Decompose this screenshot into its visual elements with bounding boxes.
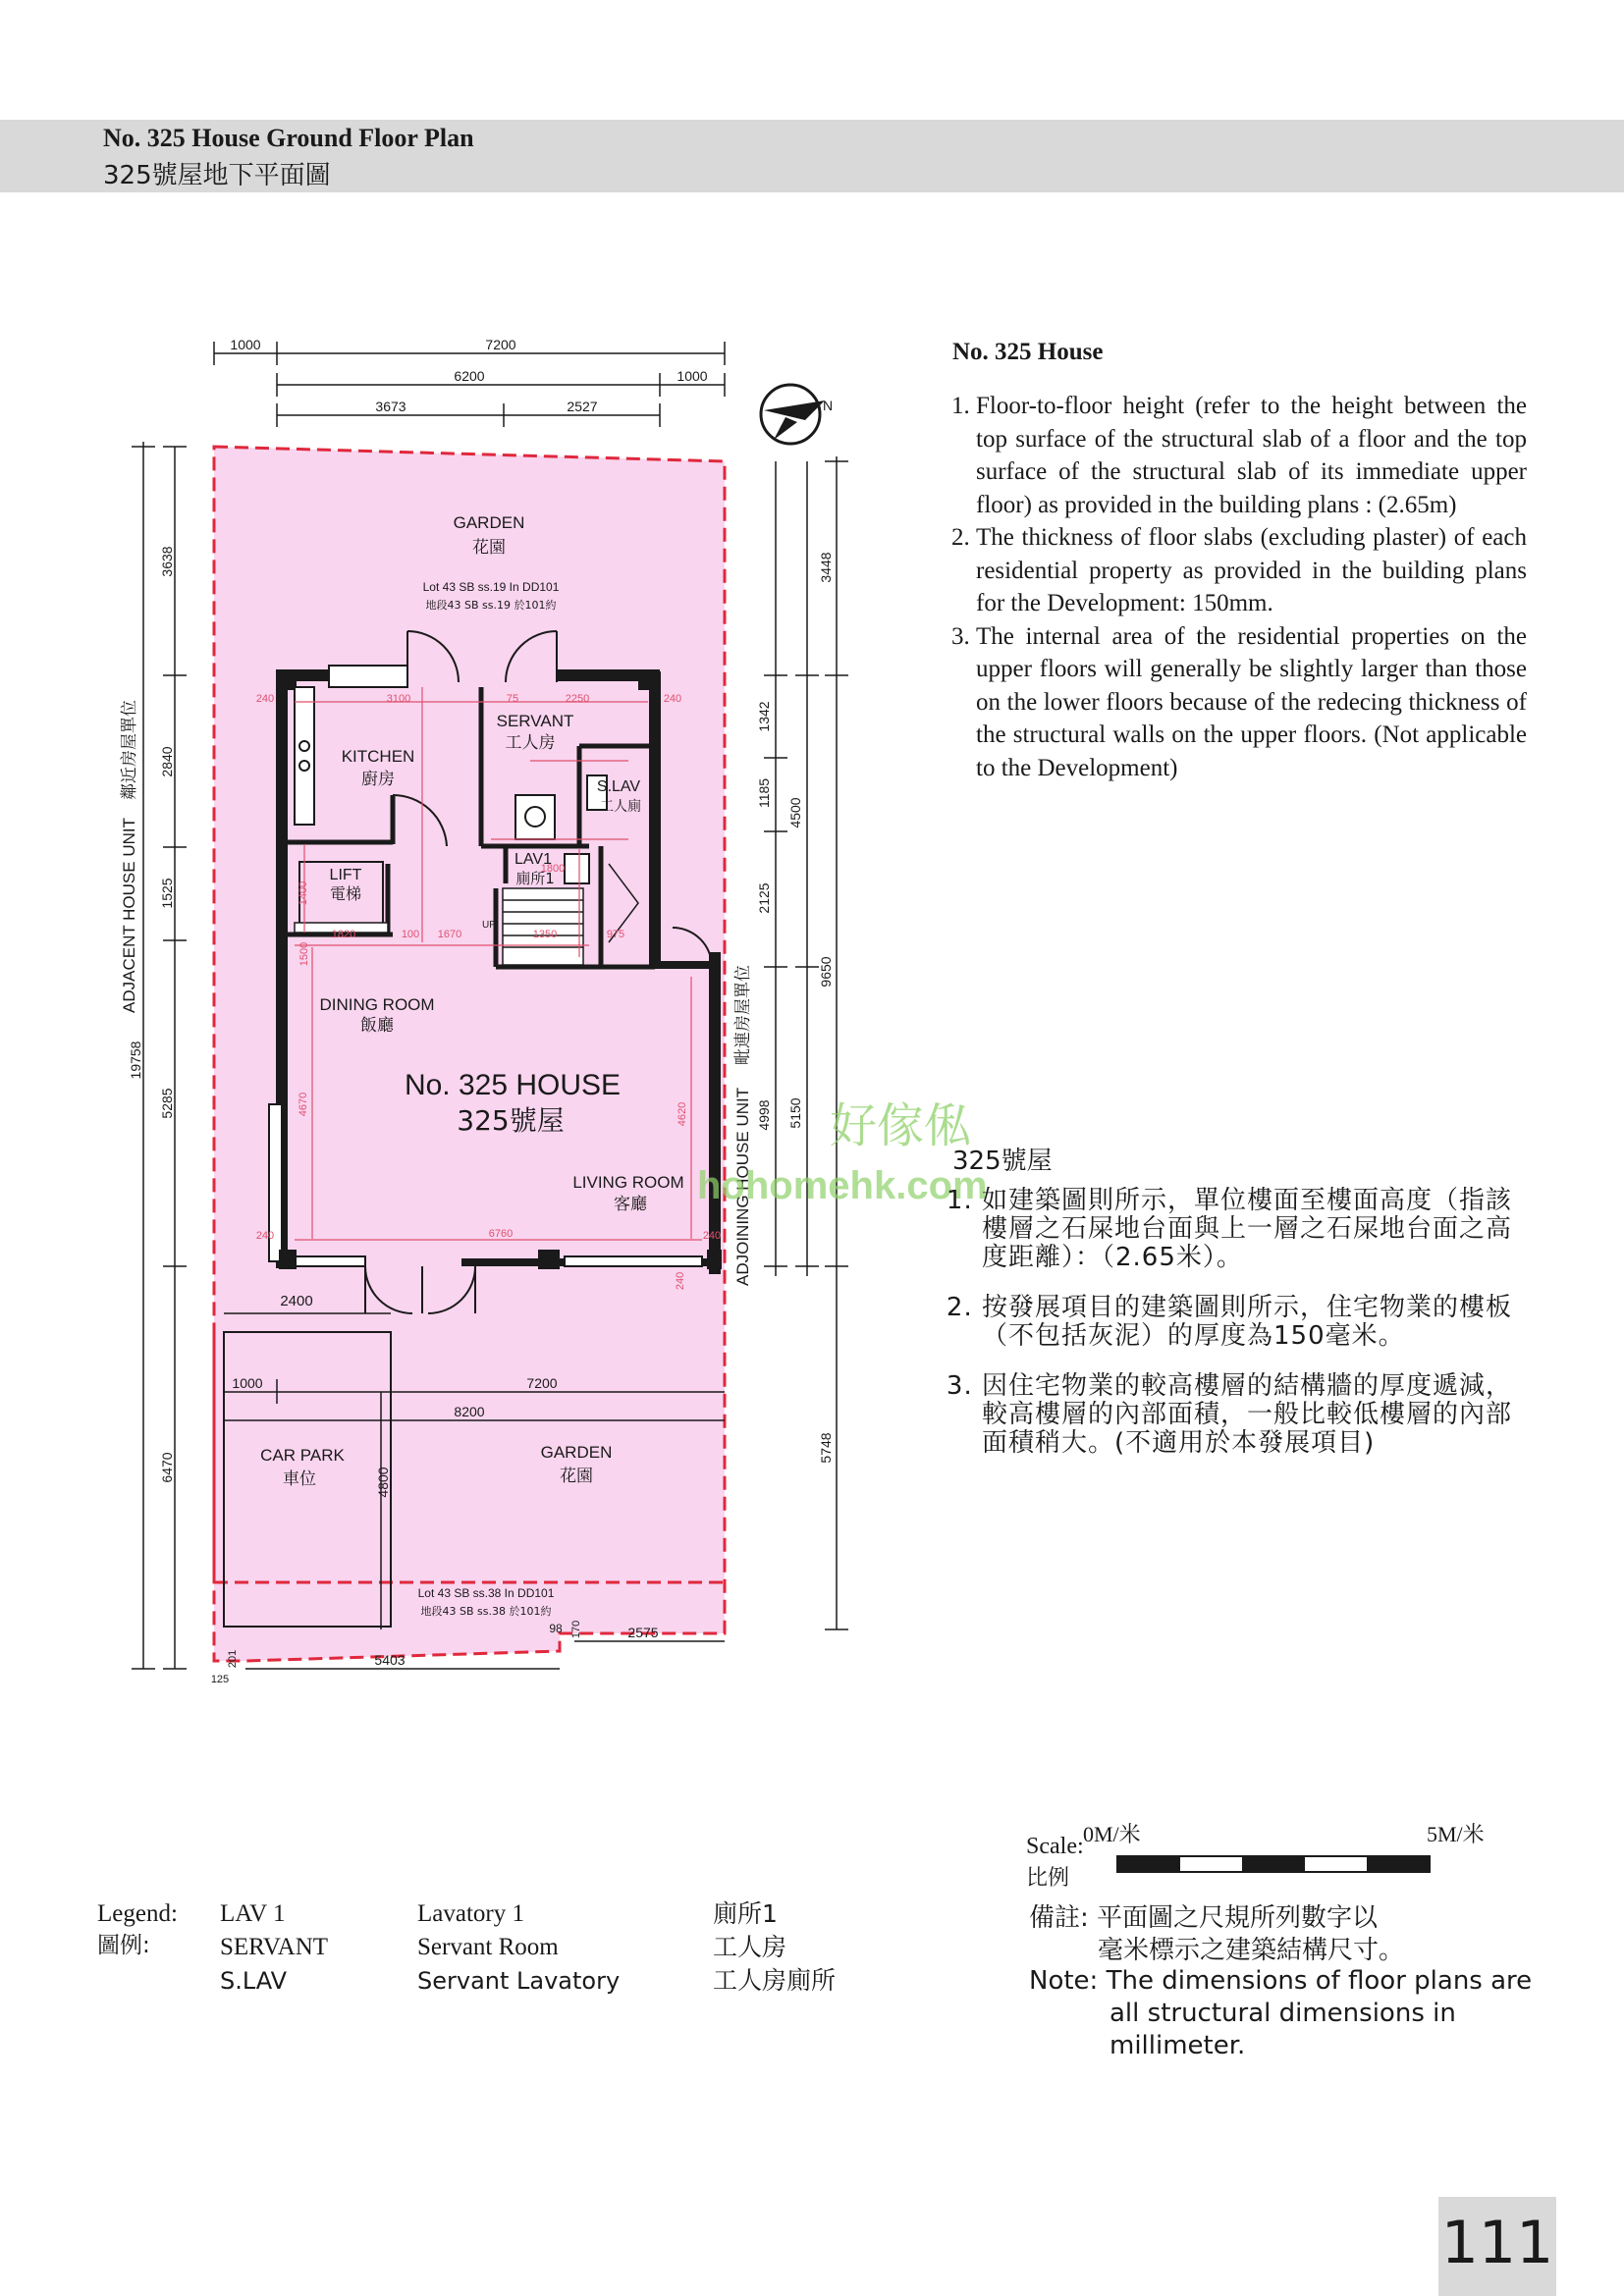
notes-en-item: 1. Floor-to-floor height (refer to the height between the top surface of the structural slab of a floor and the top surface of the structural slab of its immediate upper floor) as provided in the building plans : (2.65m): [976, 390, 1527, 521]
idim-975: 975: [606, 929, 625, 940]
dim-2400: 2400: [280, 1293, 313, 1309]
idim-1350: 1350: [532, 929, 558, 940]
dim-98: 98: [549, 1622, 563, 1635]
kitchen-label: KITCHEN: [341, 747, 415, 766]
dim-left-6470: 6470: [159, 1452, 175, 1483]
house-label-zh: 325號屋: [457, 1104, 565, 1137]
kitchen-label-zh: 廚房: [361, 770, 395, 789]
carpark-label-zh: 車位: [283, 1469, 316, 1489]
dim-201: 201: [227, 1649, 239, 1669]
legend-en: Lavatory 1: [417, 1900, 524, 1927]
svg-text:N: N: [823, 398, 834, 413]
scale-bar: [1026, 1818, 1527, 1891]
notes-en-title: No. 325 House: [952, 339, 1104, 365]
idim-2250: 2250: [565, 693, 590, 705]
dim-125: 125: [210, 1674, 230, 1685]
legend-zh: 工人房廁所: [713, 1966, 837, 1995]
adjoining-unit-label-zh: 毗連房屋單位: [733, 965, 753, 1065]
dim-7200: 7200: [526, 1375, 558, 1391]
notes-en-item: 3. The internal area of the residential properties on the upper floors will generally be slightly larger than those on the lower floors because of the redecing thickness of the structural walls on the upper floors. (Not applicable to the Development): [976, 620, 1527, 785]
legend-code: S.LAV: [220, 1967, 288, 1995]
notes-en-item: 2. The thickness of floor slabs (excluding plaster) of each residential property as provided in the building plans for the Development: 150mm.: [976, 521, 1527, 620]
idim-4620: 4620: [677, 1101, 688, 1127]
slav-label-zh: 工人廁: [600, 799, 641, 815]
remark-en-line1: The dimensions of floor plans are: [1106, 1966, 1533, 1996]
dim-left-19758: 19758: [128, 1041, 143, 1080]
kitchen-counter: [295, 687, 314, 825]
north-arrow-icon: [761, 385, 833, 444]
up-mark: UP: [482, 920, 496, 931]
dim-top-7200: 7200: [485, 337, 516, 352]
adjacent-unit-label-zh: 鄰近房屋單位: [120, 700, 139, 800]
dim-left-5285: 5285: [159, 1088, 175, 1119]
dim-left-2840: 2840: [159, 746, 175, 777]
watermark: [668, 1088, 988, 1215]
scale-end: 5M/米: [1427, 1822, 1485, 1846]
lav1-label-zh: 廁所1: [515, 870, 555, 887]
lav1-label: LAV1: [514, 851, 552, 868]
idim-1800: 1800: [540, 863, 566, 875]
legend-zh: 廁所1: [713, 1899, 778, 1928]
legend-label-zh: 圖例:: [97, 1933, 150, 1958]
scale-label-en: Scale:: [1026, 1834, 1084, 1859]
dim-top-3673: 3673: [375, 399, 406, 414]
legend-en: Servant Room: [417, 1934, 559, 1960]
idim-4670: 4670: [298, 1092, 309, 1117]
servant-fixture: [515, 795, 555, 839]
dining-label-zh: 飯廳: [360, 1016, 394, 1036]
carpark-label: CAR PARK: [260, 1446, 345, 1465]
idim-240-b: 240: [663, 693, 682, 705]
legend-code: SERVANT: [220, 1934, 329, 1960]
idim-1820: 1820: [331, 929, 356, 940]
legend-code: LAV 1: [220, 1900, 286, 1927]
idim-240-c: 240: [255, 1230, 275, 1242]
adjoining-unit-label: ADJOINING HOUSE UNIT: [733, 1087, 752, 1286]
scale-label-zh: 比例: [1026, 1866, 1070, 1891]
dining-label: DINING ROOM: [319, 995, 435, 1014]
idim-1400: 1400: [298, 881, 309, 906]
adjacent-unit-label: ADJACENT HOUSE UNIT: [120, 818, 138, 1013]
idim-100: 100: [401, 929, 420, 940]
legend-en: Servant Lavatory: [417, 1967, 621, 1995]
dim-right-4998: 4998: [756, 1099, 772, 1131]
dim-2575: 2575: [627, 1625, 659, 1640]
remark-zh-line2: 毫米標示之建築結構尺寸。: [1098, 1936, 1405, 1965]
idim-240-a: 240: [255, 693, 275, 705]
dim-left-1525: 1525: [159, 878, 175, 909]
window-bottom-right: [565, 1256, 702, 1266]
notes-zh-title: 325號屋: [952, 1147, 1053, 1176]
page-number: 111: [1438, 2197, 1556, 2296]
watermark-en: hohomehk.com: [697, 1164, 988, 1207]
idim-240-d: 240: [702, 1230, 722, 1242]
lift-label-zh: 電梯: [329, 884, 362, 903]
dim-5403: 5403: [374, 1652, 406, 1668]
lot-top-label: Lot 43 SB ss.19 In DD101: [422, 580, 560, 594]
living-label-zh: 客廳: [614, 1195, 647, 1214]
dim-right-9650: 9650: [818, 956, 834, 988]
remark-en-prefix: Note:: [1029, 1966, 1099, 1996]
dim-right-5748: 5748: [818, 1432, 834, 1464]
lot-bottom-label-zh: 地段43 SB ss.38 於101約: [420, 1605, 552, 1618]
dim-left-3638: 3638: [159, 546, 175, 577]
dim-top-6200: 6200: [454, 368, 485, 384]
garden-bottom-label: GARDEN: [540, 1443, 613, 1462]
watermark-zh: 好傢俬: [830, 1098, 972, 1153]
dim-right-5150: 5150: [787, 1097, 803, 1129]
remark-en-line2: all structural dimensions in: [1110, 1999, 1456, 2028]
page-title-en: No. 325 House Ground Floor Plan: [103, 124, 474, 152]
scale-start: 0M/米: [1083, 1822, 1141, 1846]
lot-top-label-zh: 地段43 SB ss.19 於101約: [425, 599, 557, 612]
lift-label: LIFT: [329, 867, 362, 883]
dim-8200: 8200: [454, 1404, 485, 1419]
remark-en-line3: millimeter.: [1110, 2031, 1246, 2060]
dim-right-4500: 4500: [787, 797, 803, 828]
dim-170: 170: [570, 1620, 582, 1639]
garden-top-label: GARDEN: [453, 513, 525, 532]
living-label: LIVING ROOM: [572, 1173, 684, 1192]
servant-label-zh: 工人房: [505, 733, 556, 753]
notes-en: [952, 339, 1527, 784]
lot-bottom-label: Lot 43 SB ss.38 In DD101: [417, 1586, 555, 1600]
remark-zh-line1: 平面圖之尺規所列數字以: [1097, 1903, 1379, 1933]
page-title-zh: 325號屋地下平面圖: [103, 161, 331, 190]
dim-top-1000b: 1000: [677, 368, 708, 384]
idim-6760: 6760: [488, 1228, 514, 1240]
dim-right-3448: 3448: [818, 552, 834, 583]
idim-240-e: 240: [675, 1271, 686, 1291]
dim-4800: 4800: [375, 1467, 391, 1498]
dim-right-1342: 1342: [756, 701, 772, 732]
legend-label-en: Legend:: [97, 1900, 178, 1927]
notes-zh-item: 3. 因住宅物業的較高樓層的結構牆的厚度遞減，較高樓層的內部面積，一般比較低樓層的內部面積稍大。(不適用於本發展項目): [982, 1372, 1527, 1458]
legend-zh: 工人房: [713, 1933, 787, 1961]
idim-1500: 1500: [298, 941, 310, 967]
house-label: No. 325 HOUSE: [404, 1069, 622, 1101]
garden-top-label-zh: 花園: [472, 538, 506, 558]
remark-zh-prefix: 備註:: [1029, 1903, 1089, 1933]
idim-1670: 1670: [437, 929, 462, 940]
notes-zh: [952, 1141, 1527, 1479]
window-bottom-left: [295, 1256, 365, 1266]
notes-zh-item: 1. 如建築圖則所示，單位樓面至樓面高度（指該樓層之石屎地台面與上一層之石屎地台面之高度距離）：（2.65米）。: [982, 1187, 1527, 1272]
slav-label: S.LAV: [596, 778, 641, 795]
dim-right-1185: 1185: [756, 777, 772, 809]
servant-label: SERVANT: [496, 712, 574, 730]
notes-zh-item: 2. 按發展項目的建築圖則所示，住宅物業的樓板（不包括灰泥）的厚度為150毫米。: [982, 1294, 1527, 1351]
dim-1000: 1000: [232, 1375, 263, 1391]
garden-bottom-label-zh: 花園: [560, 1467, 593, 1486]
dim-top-2527: 2527: [567, 399, 598, 414]
idim-75: 75: [506, 693, 519, 705]
dim-top-1000: 1000: [230, 337, 261, 352]
dim-right-2125: 2125: [756, 882, 772, 914]
lav1-fixture: [565, 854, 589, 883]
idim-3100: 3100: [386, 693, 411, 705]
scale-ruler: [1116, 1855, 1431, 1873]
